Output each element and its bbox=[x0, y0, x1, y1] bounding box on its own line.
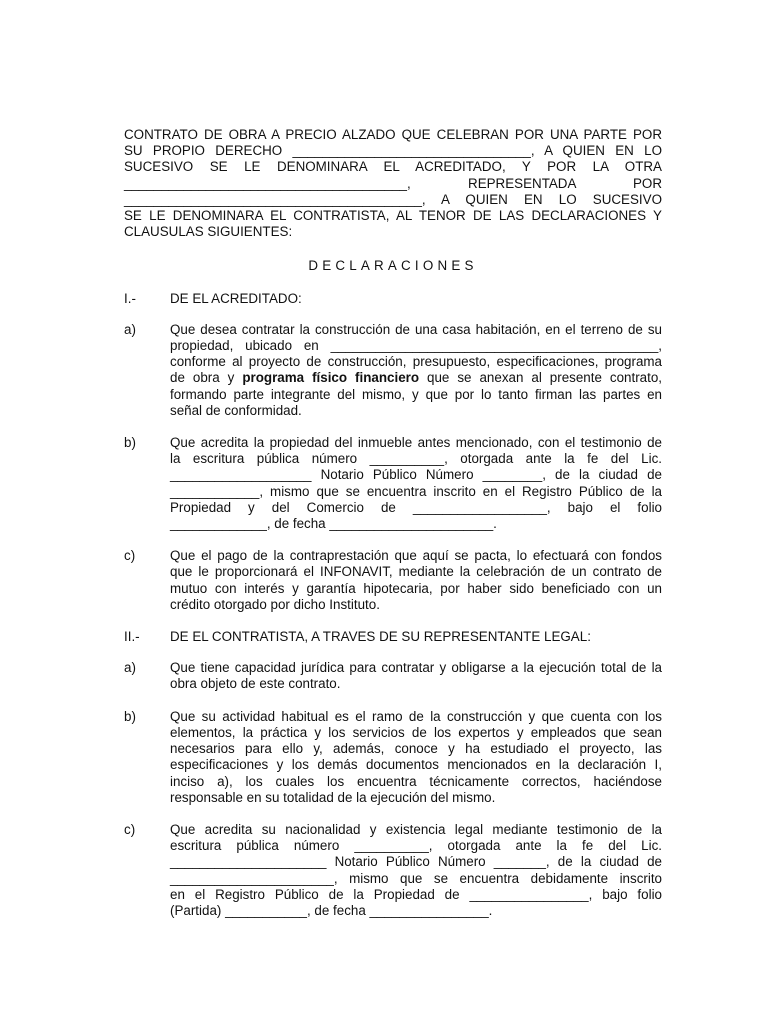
item-line: escritura pública número __________, otorgada ante la fe del Lic. bbox=[170, 838, 662, 854]
item-line: especificaciones y los demás documentos mencionados en la declaración I, bbox=[170, 757, 662, 773]
item-line: Que desea contratar la construcción de una casa habitación, en el terreno de su bbox=[170, 321, 662, 337]
intro-line: SUCESIVO SE LE DENOMINARA EL ACREDITADO, Y POR LA OTRA bbox=[124, 159, 662, 175]
bold-term: programa físico financiero bbox=[242, 370, 420, 386]
item-letter: b) bbox=[124, 435, 136, 451]
item-line: ______________________, mismo que se encuentra debidamente inscrito bbox=[170, 870, 662, 886]
contract-page bbox=[124, 127, 662, 935]
declaraciones-title: DECLARACIONES bbox=[308, 258, 478, 274]
item-line: que le proporcionará el INFONAVIT, mediante la celebración de un contrato de bbox=[170, 564, 662, 580]
item-body bbox=[170, 548, 662, 613]
intro-line: CLAUSULAS SIGUIENTES: bbox=[124, 224, 293, 240]
intro-line: ______________________________________, REPRESENTADA POR bbox=[124, 175, 662, 191]
item-line: propiedad, ubicado en ____________________________________________, bbox=[170, 338, 662, 354]
item-letter: c) bbox=[124, 821, 136, 837]
item-line: Que el pago de la contraprestación que aquí se pacta, lo efectuará con fondos bbox=[170, 548, 662, 564]
item-body bbox=[170, 435, 662, 532]
item-line-part: de obra y bbox=[170, 370, 243, 386]
declaration-item bbox=[124, 322, 662, 419]
section-title: DE EL ACREDITADO: bbox=[170, 290, 302, 306]
item-line: necesarios para ello y, además, conoce y ha estudiado el proyecto, las bbox=[170, 741, 662, 757]
item-letter: a) bbox=[124, 660, 136, 676]
item-line: obra objeto de este contrato. bbox=[170, 676, 341, 692]
item-letter: b) bbox=[124, 708, 136, 724]
item-line: ___________________ Notario Público Número ________, de la ciudad de bbox=[170, 467, 662, 483]
item-line: _____________, de fecha ______________________. bbox=[170, 516, 497, 532]
item-line-part: que se anexan al presente contrato, bbox=[419, 370, 662, 386]
item-line: _____________________ Notario Público Número _______, de la ciudad de bbox=[170, 854, 662, 870]
declaration-item bbox=[124, 435, 662, 532]
section-number: I.- bbox=[124, 290, 136, 306]
section-number: II.- bbox=[124, 629, 140, 645]
item-line: inciso a), los cuales los encuentra técnicamente correctos, haciéndose bbox=[170, 773, 662, 789]
declaration-item bbox=[124, 709, 662, 806]
item-line: señal de conformidad. bbox=[170, 402, 302, 418]
item-letter: a) bbox=[124, 321, 136, 337]
item-line: en el Registro Público de la Propiedad de ________________, bajo folio bbox=[170, 886, 662, 902]
item-line: Que acredita la propiedad del inmueble antes mencionado, con el testimonio de bbox=[170, 435, 662, 451]
item-line: Que tiene capacidad jurídica para contratar y obligarse a la ejecución total de la bbox=[170, 660, 662, 676]
item-line bbox=[170, 370, 662, 386]
item-body bbox=[170, 822, 662, 919]
declaration-item bbox=[124, 548, 662, 613]
item-line: ____________, mismo que se encuentra inscrito en el Registro Público de la bbox=[170, 483, 662, 499]
item-line: crédito otorgado por dicho Instituto. bbox=[170, 596, 380, 612]
item-line: Propiedad y del Comercio de __________________, bajo el folio bbox=[170, 499, 662, 515]
item-body bbox=[170, 322, 662, 419]
section-title: DE EL CONTRATISTA, A TRAVES DE SU REPRESENTANTE LEGAL: bbox=[170, 629, 591, 645]
declaration-item bbox=[124, 822, 662, 919]
intro-line: CONTRATO DE OBRA A PRECIO ALZADO QUE CELEBRAN POR UNA PARTE POR bbox=[124, 127, 662, 142]
section-heading bbox=[124, 629, 662, 645]
item-line: Que acredita su nacionalidad y existencia legal mediante testimonio de la bbox=[170, 821, 662, 837]
item-line: elementos, la práctica y los servicios de los expertos y empleados que sean bbox=[170, 724, 662, 740]
item-line: (Partida) ___________, de fecha ________________. bbox=[170, 902, 493, 918]
intro-line: ________________________________________, A QUIEN EN LO SUCESIVO bbox=[124, 191, 662, 207]
intro-line: SE LE DENOMINARA EL CONTRATISTA, AL TENOR DE LAS DECLARACIONES Y bbox=[124, 208, 662, 224]
item-body bbox=[170, 660, 662, 692]
intro-line: SU PROPIO DERECHO ________________________________, A QUIEN EN LO bbox=[124, 143, 662, 159]
item-line: formando parte integrante del mismo, y que por lo tanto firman las partes en bbox=[170, 386, 662, 402]
item-line: la escritura pública número __________, otorgada ante la fe del Lic. bbox=[170, 451, 662, 467]
item-body bbox=[170, 709, 662, 806]
declaration-item bbox=[124, 660, 662, 692]
item-line: mutuo con interés y garantía hipotecaria, por haber sido beneficiado con un bbox=[170, 580, 662, 596]
item-line: responsable en su totalidad de la ejecución del mismo. bbox=[170, 789, 496, 805]
contract-intro bbox=[124, 127, 662, 240]
item-letter: c) bbox=[124, 548, 136, 564]
section-heading bbox=[124, 291, 662, 307]
item-line: conforme al proyecto de construcción, presupuesto, especificaciones, programa bbox=[170, 354, 662, 370]
item-line: Que su actividad habitual es el ramo de la construcción y que cuenta con los bbox=[170, 708, 662, 724]
